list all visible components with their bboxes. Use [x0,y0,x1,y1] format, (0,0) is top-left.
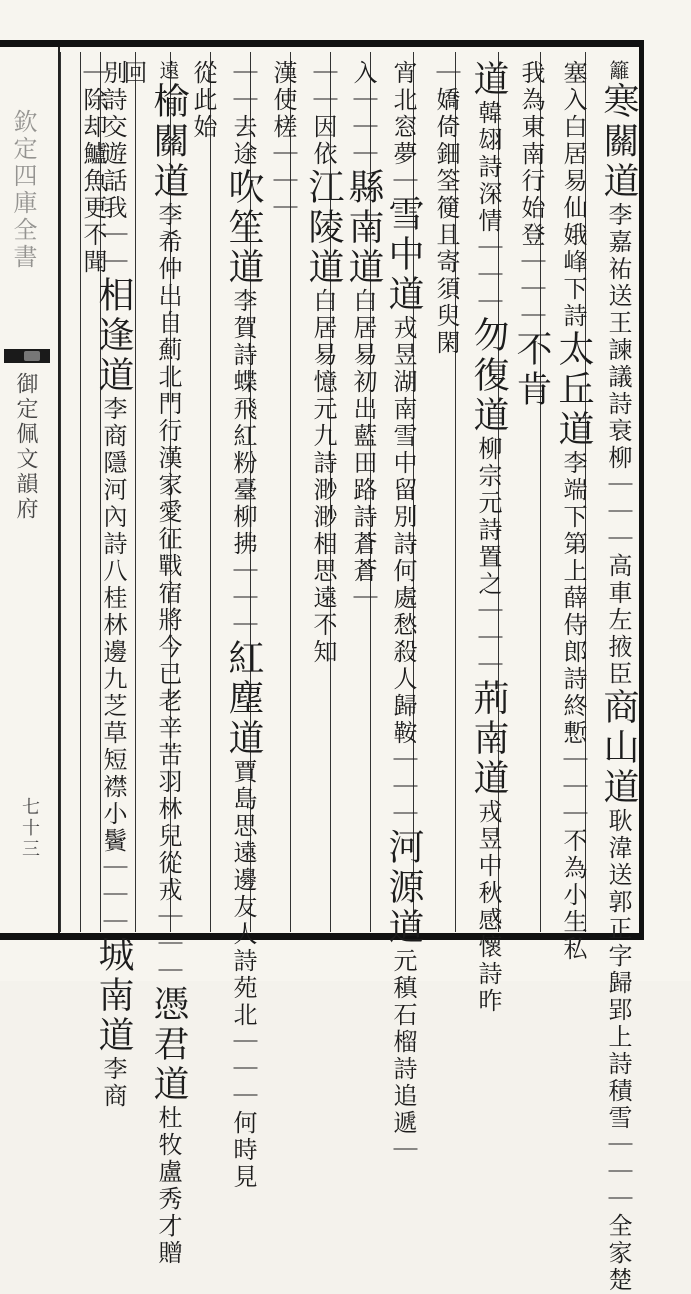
citation-text: ｜｜｜ [269,141,297,222]
citation-text: ｜｜去途 [229,60,257,168]
citation-text: 塞入白居易仙娥峰下詩 [559,60,587,330]
headword: 憑君道 [148,985,189,1105]
citation-text: 李商 [99,1056,127,1110]
page-number: 七十三 [19,797,40,860]
headword: 不肯 [511,330,552,410]
citation-text: 入｜｜｜ [349,60,377,168]
book-title: 御定佩文韻府 [13,372,38,522]
collection-title: 欽定四庫全書 [9,109,37,271]
column-text [78,60,108,920]
headword: 雪中道 [383,195,424,315]
column-text [383,60,424,1164]
citation-text: 白居易初出藍田路詩蒼蒼｜ [349,288,377,612]
citation-text: 賈島思遠邊友人詩苑北｜｜｜何時見 [229,759,257,1191]
citation-text: 籬 [606,60,630,82]
citation-text: 耿湋送郭正字歸郢上詩積雪｜｜｜全家楚 [604,808,632,1294]
citation-text: 遠 [156,60,180,82]
column-text [188,60,218,920]
citation-text: ｜｜因依 [309,60,337,168]
headword: 相逢道 [93,276,134,396]
column-text [343,60,384,920]
citation-text: 戎昱湖南雪中留別詩何處愁殺人歸鞍｜｜｜ [389,315,417,828]
citation-text: 宵北窓夢｜ [389,60,417,195]
headword: 商山道 [598,688,639,808]
column-text [223,60,264,1191]
citation-text: 我為東南行始登｜｜｜ [517,60,545,330]
citation-text: 韓翃詩深情｜｜｜ [474,100,502,316]
column-text [431,60,461,920]
headword: 縣南道 [343,168,384,288]
headword: 道 [468,60,509,100]
headword: 勿復道 [468,316,509,436]
column-text [303,60,344,920]
headword: 太丘道 [553,330,594,450]
citation-text: 元稹石榴詩追遞｜ [389,948,417,1164]
column-text [468,60,509,1015]
column-text [148,60,189,1267]
citation-text: 漢使槎 [269,60,297,141]
citation-text: 且寄須臾閑 [432,222,460,357]
citation-text: 從此始 [189,60,217,141]
citation-text: 回 [119,60,147,87]
citation-text: 李商隱河內詩八桂林邊九芝草短襟小鬢｜｜｜ [99,396,127,936]
citation-text: 白居易憶元九詩渺渺相思遠不知 [309,288,337,666]
citation-text: ｜嬌倚鈿筌箯 [432,60,460,222]
column-text [598,60,639,1294]
citation-text: 別詩交遊話我｜｜ [99,60,127,276]
column-text [511,60,552,920]
citation-text: 戎昱中秋感懷詩昨 [474,799,502,1015]
citation-text: 李嘉祐送王諫議詩衰柳｜｜｜高車左掖臣 [604,202,632,688]
column-text [553,60,594,963]
headword: 城南道 [93,936,134,1056]
citation-text: 杜牧盧秀才贈 [154,1105,182,1267]
headword: 吹笙道 [223,168,264,288]
text-column [60,52,114,932]
headword: 寒關道 [598,82,639,202]
citation-text: 李賀詩蝶飛紅粉臺柳拂｜｜｜ [229,288,257,639]
headword: 榆關道 [148,82,189,202]
headword: 紅塵道 [223,639,264,759]
headword: 江陵道 [303,168,344,288]
citation-text: 李希仲出自薊北門行漢家愛征戰宿將今已老辛苦羽林兒從戎｜｜｜ [154,202,182,985]
headword: 河源道 [383,828,424,948]
column-text [268,60,298,920]
citation-text: 李端下第上薛侍郎詩終慙｜｜｜不為小生私 [559,450,587,963]
headword: 荊南道 [468,679,509,799]
citation-text: ｜除却鱸魚更不聞 [79,60,107,276]
citation-text: 柳宗元詩置之｜｜｜ [474,436,502,679]
